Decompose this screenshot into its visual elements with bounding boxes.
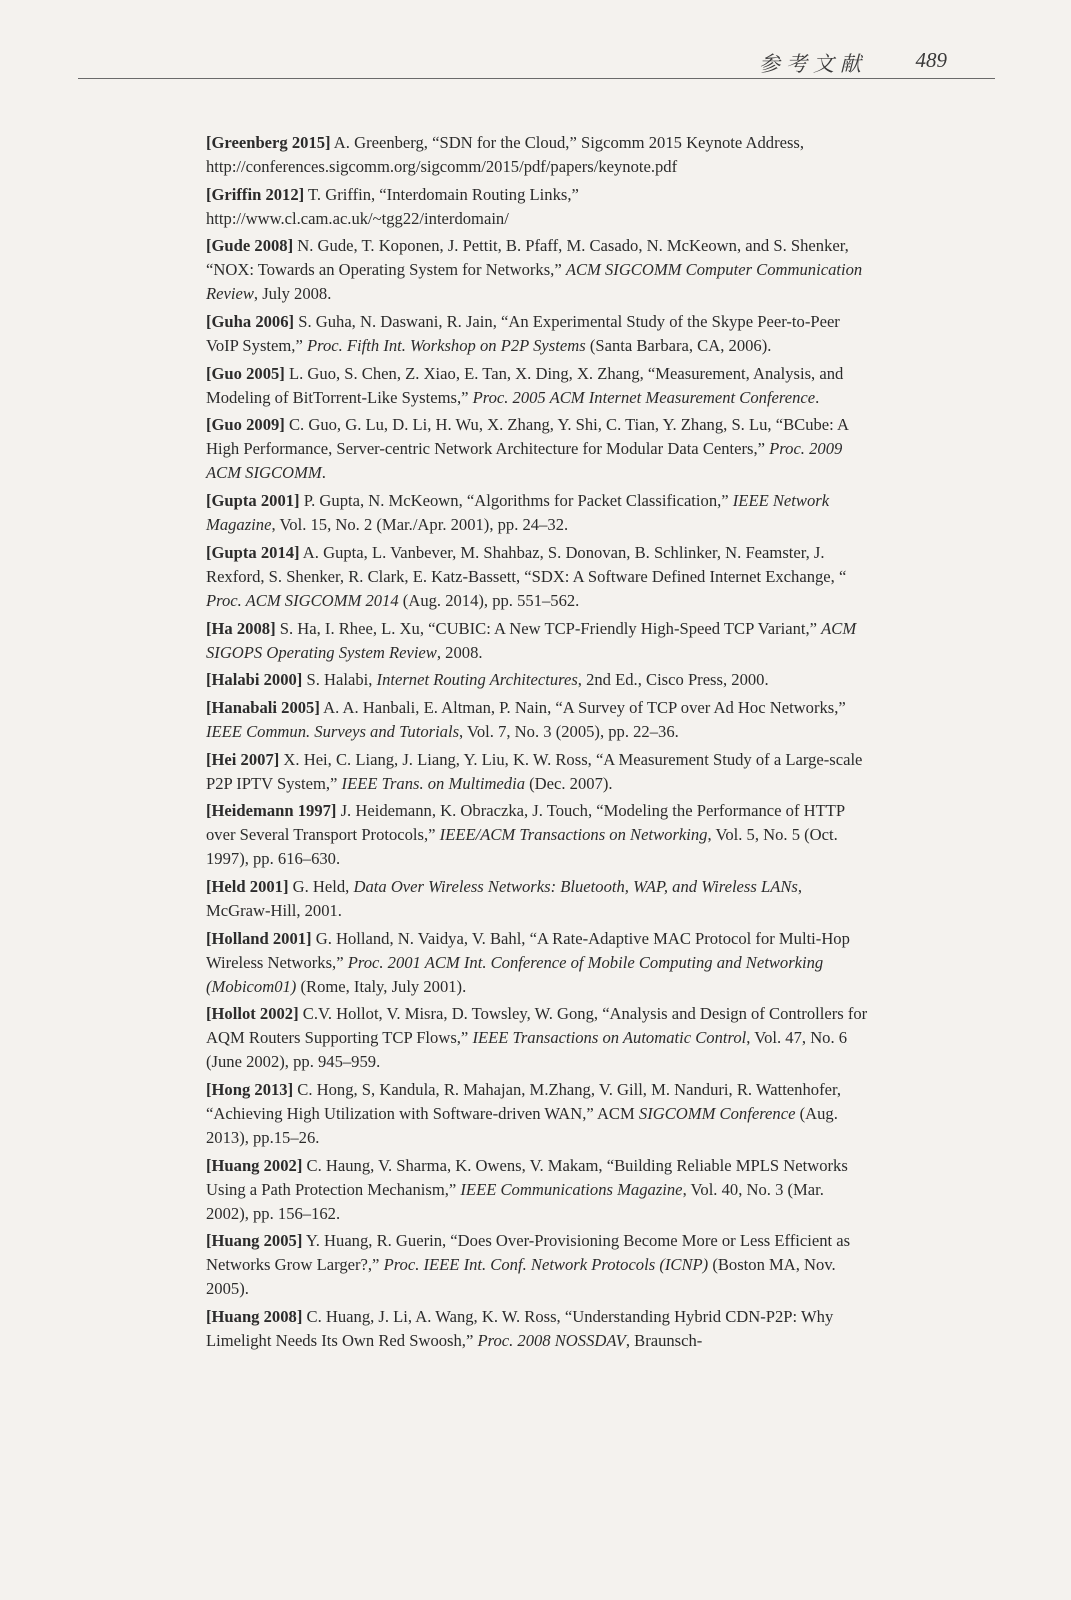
reference-entry: [206, 1002, 870, 1074]
reference-entry: [206, 875, 870, 923]
reference-source-title: IEEE Network Magazine: [206, 491, 830, 535]
reference-key: [Griffin 2012]: [206, 184, 305, 204]
reference-key: [Guha 2006]: [206, 312, 295, 332]
reference-source-title: Data Over Wireless Networks: Bluetooth, WAP, and Wireless LANs: [353, 876, 798, 896]
reference-key: [Guo 2005]: [206, 363, 285, 383]
reference-source-title: IEEE/ACM Transactions on Networking: [439, 825, 708, 845]
reference-list: [206, 131, 870, 1357]
reference-entry: [206, 310, 870, 358]
reference-key: [Holland 2001]: [206, 928, 312, 948]
reference-entry: [206, 362, 870, 410]
reference-source-title: IEEE Commun. Surveys and Tutorials: [206, 721, 460, 741]
reference-key: [Ha 2008]: [206, 618, 276, 638]
reference-text: , 2nd Ed., Cisco Press, 2000.: [577, 670, 769, 690]
reference-key: [Gupta 2001]: [206, 491, 300, 511]
reference-key: [Hei 2007]: [206, 749, 280, 769]
reference-text: C.V. Hollot, V. Misra, D. Towsley, W. Gong, “Analysis and Design of Controllers for AQM Routers Supporting TCP Flows,”: [206, 1004, 868, 1048]
reference-text: , Vol. 47, No. 6 (June 2002), pp. 945–959.: [206, 1028, 848, 1072]
reference-source-title: Proc. 2005 ACM Internet Measurement Conference: [472, 387, 816, 407]
reference-text: T. Griffin, “Interdomain Routing Links,” http://www.cl.cam.ac.uk/~tgg22/interdomain/: [206, 184, 579, 228]
reference-text: (Santa Barbara, CA, 2006).: [585, 336, 772, 356]
reference-text: (Dec. 2007).: [525, 773, 613, 793]
reference-key: [Heidemann 1997]: [206, 801, 337, 821]
reference-text: J. Heidemann, K. Obraczka, J. Touch, “Modeling the Performance of HTTP over Several Transport Protocols,”: [206, 801, 845, 845]
reference-key: [Hanabali 2005]: [206, 697, 320, 717]
reference-entry: [206, 183, 870, 231]
reference-text: P. Gupta, N. McKeown, “Algorithms for Packet Classification,”: [299, 491, 733, 511]
reference-text: (Rome, Italy, July 2001).: [296, 976, 467, 996]
reference-entry: [206, 617, 870, 665]
reference-source-title: IEEE Trans. on Multimedia: [341, 773, 525, 793]
reference-text: C. Hong, S, Kandula, R. Mahajan, M.Zhang, V. Gill, M. Nanduri, R. Wattenhofer, “Achieving High Utilization with Software-driven WAN,” ACM: [206, 1080, 841, 1123]
reference-text: .: [321, 463, 326, 483]
reference-text: (Aug. 2013), pp.15–26.: [206, 1104, 838, 1147]
reference-entry: [206, 668, 870, 692]
reference-entry: [206, 1154, 870, 1226]
reference-entry: [206, 413, 870, 485]
reference-key: [Gude 2008]: [206, 236, 294, 256]
reference-source-title: SIGCOMM Conference: [638, 1104, 796, 1123]
reference-text: , July 2008.: [253, 284, 332, 304]
reference-source-title: Proc. 2008 NOSSDAV: [477, 1331, 626, 1351]
reference-text: (Aug. 2014), pp. 551–562.: [398, 590, 580, 610]
reference-text: X. Hei, C. Liang, J. Liang, Y. Liu, K. W. Ross, “A Measurement Study of a Large-scale P2P IPTV System,”: [206, 749, 863, 793]
reference-text: , McGraw-Hill, 2001.: [206, 876, 803, 920]
reference-text: A. Greenberg, “SDN for the Cloud,” Sigcomm 2015 Keynote Address, http://conferences.sigcomm.org/sigcomm/2015/pdf/papers/keynote.pdf: [206, 133, 805, 176]
reference-key: [Halabi 2000]: [206, 670, 303, 690]
reference-text: S. Ha, I. Rhee, L. Xu, “CUBIC: A New TCP-Friendly High-Speed TCP Variant,”: [275, 618, 822, 638]
reference-entry: [206, 748, 870, 796]
reference-entry: [206, 927, 870, 999]
reference-key: [Gupta 2014]: [206, 542, 300, 562]
reference-text: N. Gude, T. Koponen, J. Pettit, B. Pfaff, M. Casado, N. McKeown, and S. Shenker, “NOX: Towards an Operating System for Networks,”: [206, 236, 849, 280]
reference-source-title: Proc. IEEE Int. Conf. Network Protocols (ICNP): [383, 1255, 709, 1275]
reference-key: [Held 2001]: [206, 876, 289, 896]
reference-source-title: IEEE Communications Magazine: [460, 1179, 683, 1199]
running-header: [78, 44, 995, 79]
header-title: 参考文献: [759, 52, 867, 76]
reference-entry: [206, 489, 870, 537]
reference-key: [Huang 2005]: [206, 1231, 303, 1251]
reference-source-title: ACM SIGCOMM Computer Communication Review: [206, 260, 863, 304]
reference-text: , Vol. 7, No. 3 (2005), pp. 22–36.: [459, 721, 679, 741]
reference-text: , Vol. 15, No. 2 (Mar./Apr. 2001), pp. 24–32.: [271, 515, 569, 535]
reference-text: , Vol. 40, No. 3 (Mar. 2002), pp. 156–162.: [206, 1179, 824, 1223]
reference-source-title: IEEE Transactions on Automatic Control: [472, 1028, 747, 1048]
reference-entry: [206, 1305, 870, 1353]
reference-text: A. A. Hanbali, E. Altman, P. Nain, “A Survey of TCP over Ad Hoc Networks,”: [319, 697, 846, 717]
reference-source-title: Internet Routing Architectures: [376, 670, 578, 690]
reference-entry: [206, 1229, 870, 1301]
reference-entry: [206, 541, 870, 613]
reference-key: [Greenberg 2015]: [206, 133, 331, 152]
reference-key: [Huang 2002]: [206, 1155, 303, 1175]
reference-text: (Boston MA, Nov. 2005).: [206, 1255, 836, 1299]
reference-key: [Guo 2009]: [206, 415, 285, 435]
reference-entry: [206, 696, 870, 744]
reference-text: C. Huang, J. Li, A. Wang, K. W. Ross, “Understanding Hybrid CDN-P2P: Why Limelight Needs Its Own Red Swoosh,”: [206, 1307, 834, 1351]
reference-text: G. Held,: [288, 876, 354, 896]
reference-entry: [206, 131, 870, 179]
reference-entry: [206, 1078, 870, 1150]
reference-key: [Hong 2013]: [206, 1080, 294, 1099]
reference-text: A. Gupta, L. Vanbever, M. Shahbaz, S. Donovan, B. Schlinker, N. Feamster, J. Rexford, S. Shenker, R. Clark, E. Katz-Bassett, “SDX: A Software Defined Internet Exchange, “: [206, 542, 847, 586]
reference-text: S. Guha, N. Daswani, R. Jain, “An Experimental Study of the Skype Peer-to-Peer VoIP System,”: [206, 312, 840, 356]
reference-text: C. Haung, V. Sharma, K. Owens, V. Makam, “Building Reliable MPLS Networks Using a Path Protection Mechanism,”: [206, 1155, 848, 1199]
reference-source-title: Proc. 2001 ACM Int. Conference of Mobile Computing and Networking (Mobicom01): [206, 952, 824, 996]
reference-entry: [206, 234, 870, 306]
reference-source-title: Proc. ACM SIGCOMM 2014: [206, 590, 399, 610]
reference-text: S. Halabi,: [302, 670, 377, 690]
reference-text: Y. Huang, R. Guerin, “Does Over-Provisioning Become More or Less Efficient as Networks Grow Larger?,”: [206, 1231, 851, 1275]
page-number: 489: [915, 48, 947, 72]
reference-source-title: Proc. Fifth Int. Workshop on P2P Systems: [306, 336, 586, 356]
reference-entry: [206, 799, 870, 871]
reference-source-title: ACM SIGOPS Operating System Review: [206, 618, 857, 662]
reference-source-title: Proc. 2009 ACM SIGCOMM: [206, 439, 843, 483]
reference-text: , Vol. 5, No. 5 (Oct. 1997), pp. 616–630.: [206, 825, 838, 869]
reference-text: .: [815, 387, 820, 407]
reference-text: , 2008.: [436, 642, 483, 662]
reference-text: , Braunsch-: [625, 1331, 703, 1351]
reference-text: C. Guo, G. Lu, D. Li, H. Wu, X. Zhang, Y. Shi, C. Tian, Y. Zhang, S. Lu, “BCube: A High Performance, Server-centric Network Architecture for Modular Data Centers,”: [206, 415, 849, 459]
reference-text: G. Holland, N. Vaidya, V. Bahl, “A Rate-Adaptive MAC Protocol for Multi-Hop Wireless Networks,”: [206, 928, 850, 972]
reference-text: L. Guo, S. Chen, Z. Xiao, E. Tan, X. Ding, X. Zhang, “Measurement, Analysis, and Modeling of BitTorrent-Like Systems,”: [206, 363, 844, 407]
reference-key: [Hollot 2002]: [206, 1004, 299, 1024]
reference-key: [Huang 2008]: [206, 1307, 303, 1327]
